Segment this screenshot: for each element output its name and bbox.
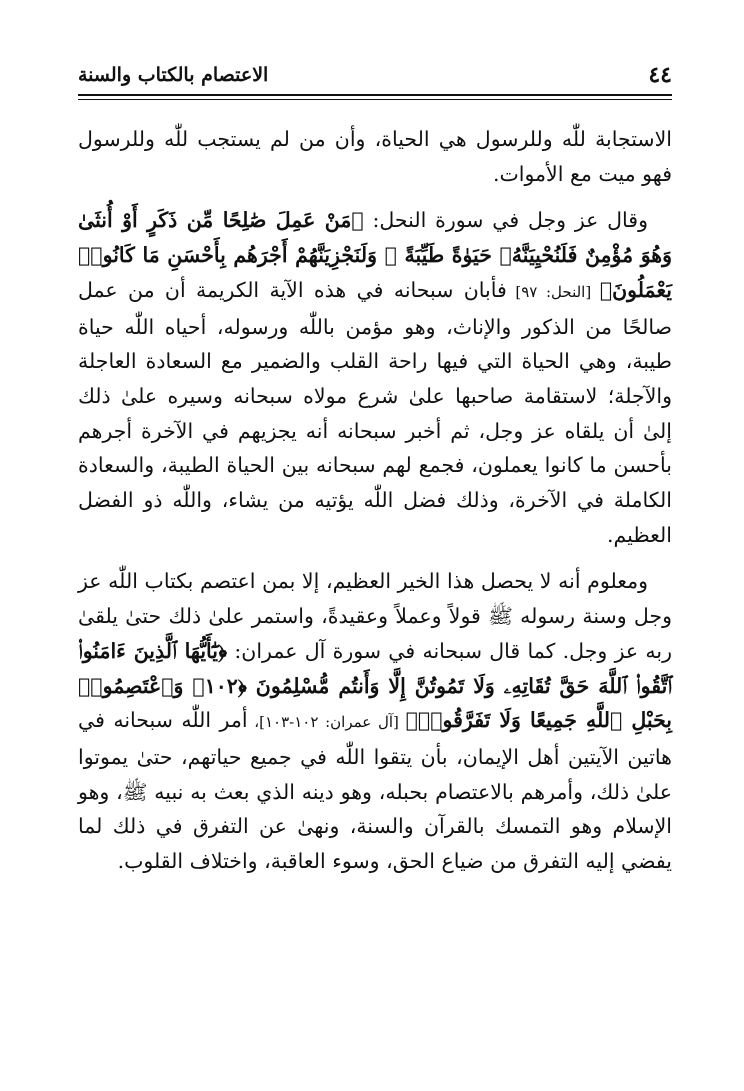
paragraph-1: [78, 122, 672, 191]
quran-verse-nahl: مَنْ عَمِلَ صَٰلِحًا مِّن ذَكَرٍ أَوْ أُنثَىٰ وَهُوَ مُؤْمِنٌ فَلَنُحْيِيَنَّهُۥ حَيَوٰةً طَيِّبَةً ۖ وَلَنَجْزِيَنَّهُمْ أَجْرَهُم بِأَحْسَنِ مَا كَانُوا۟ يَعْمَلُونَ: [78, 208, 673, 302]
paragraph-2-text: فأبان سبحانه في هذه الآية الكريمة أن من عمل صالحًا من الذكور والإناث، وهو مؤمن باللّٰه ورسوله، أحياه اللّٰه حياة طيبة، وهي الحياة التي فيها راحة القلب والضمير مع السعادة العاجلة والآجلة؛ لاستقامة صاحبها علىٰ شرع مولاه سبحانه وسيره علىٰ ذلك إلىٰ أن يلقاه عز وجل، ثم أخبر سبحانه أنه يجزيهم في الآخرة أجرهم بأحسن ما كانوا يعملون، فجمع لهم سبحانه بين الحياة الطيبة، والسعادة الكاملة في الآخرة، وذلك فضل اللّٰه يؤتيه من يشاء، واللّٰه ذو الفضل العظيم.: [78, 277, 672, 547]
verse-reference: [النحل: ٩٧]: [506, 282, 600, 301]
ornate-bracket-close: ﴾: [599, 277, 613, 302]
ornate-bracket-open: ﴿: [351, 208, 364, 233]
verse-reference: [آل عمران: ١٠٢-١٠٣]،: [247, 713, 406, 732]
paragraph-3-intro: ومعلوم أنه لا يحصل هذا الخير العظيم، إلا بمن اعتصم بكتاب اللّٰه عز وجل وسنة رسوله ﷺ قولاً وعملاً وعقيدةً، واستمر علىٰ ذلك حتىٰ يلقىٰ ربه عز وجل. كما قال سبحانه في سورة آل عمران:: [78, 569, 672, 663]
quran-verse-al-imran: يَٰٓأَيُّهَا ٱلَّذِينَ ءَامَنُوا۟ ٱتَّقُوا۟ ٱللَّهَ حَقَّ تُقَاتِهِۦ وَلَا تَمُوتُنَّ إِلَّا وَأَنتُم مُّسْلِمُونَ ﴿١٠٢﴾ وَٱعْتَصِمُوا۟ بِحَبْلِ ٱللَّهِ جَمِيعًا وَلَا تَفَرَّقُوا۟: [78, 638, 673, 733]
page-header: [78, 62, 672, 92]
ornate-bracket-open: ﴿: [217, 638, 228, 663]
header-rule: [78, 94, 672, 100]
paragraph-2: [78, 203, 672, 552]
page-body: [78, 122, 672, 879]
ornate-bracket-close: ﴾: [405, 708, 418, 733]
paragraph-1-text: الاستجابة للّٰه وللرسول هي الحياة، وأن من لم يستجب للّٰه وللرسول فهو ميت مع الأموات.: [78, 127, 672, 186]
running-title: الاعتصام بالكتاب والسنة: [78, 64, 269, 86]
page-number: ٤٤: [648, 62, 672, 88]
paragraph-3-text: أمر اللّٰه سبحانه في هاتين الآيتين أهل الإيمان، بأن يتقوا اللّٰه في جميع حياتهم، حتىٰ يموتوا علىٰ ذلك، وأمرهم بالاعتصام بحبله، وهو دينه الذي بعث به نبيه ﷺ، وهو الإسلام وهو التمسك بالقرآن والسنة، ونهىٰ عن التفرق في ذلك لما يفضي إليه التفرق من ضياع الحق، وسوء العاقبة، واختلاف القلوب.: [78, 708, 672, 874]
paragraph-2-intro: وقال عز وجل في سورة النحل:: [363, 208, 648, 233]
paragraph-3: [78, 564, 672, 878]
